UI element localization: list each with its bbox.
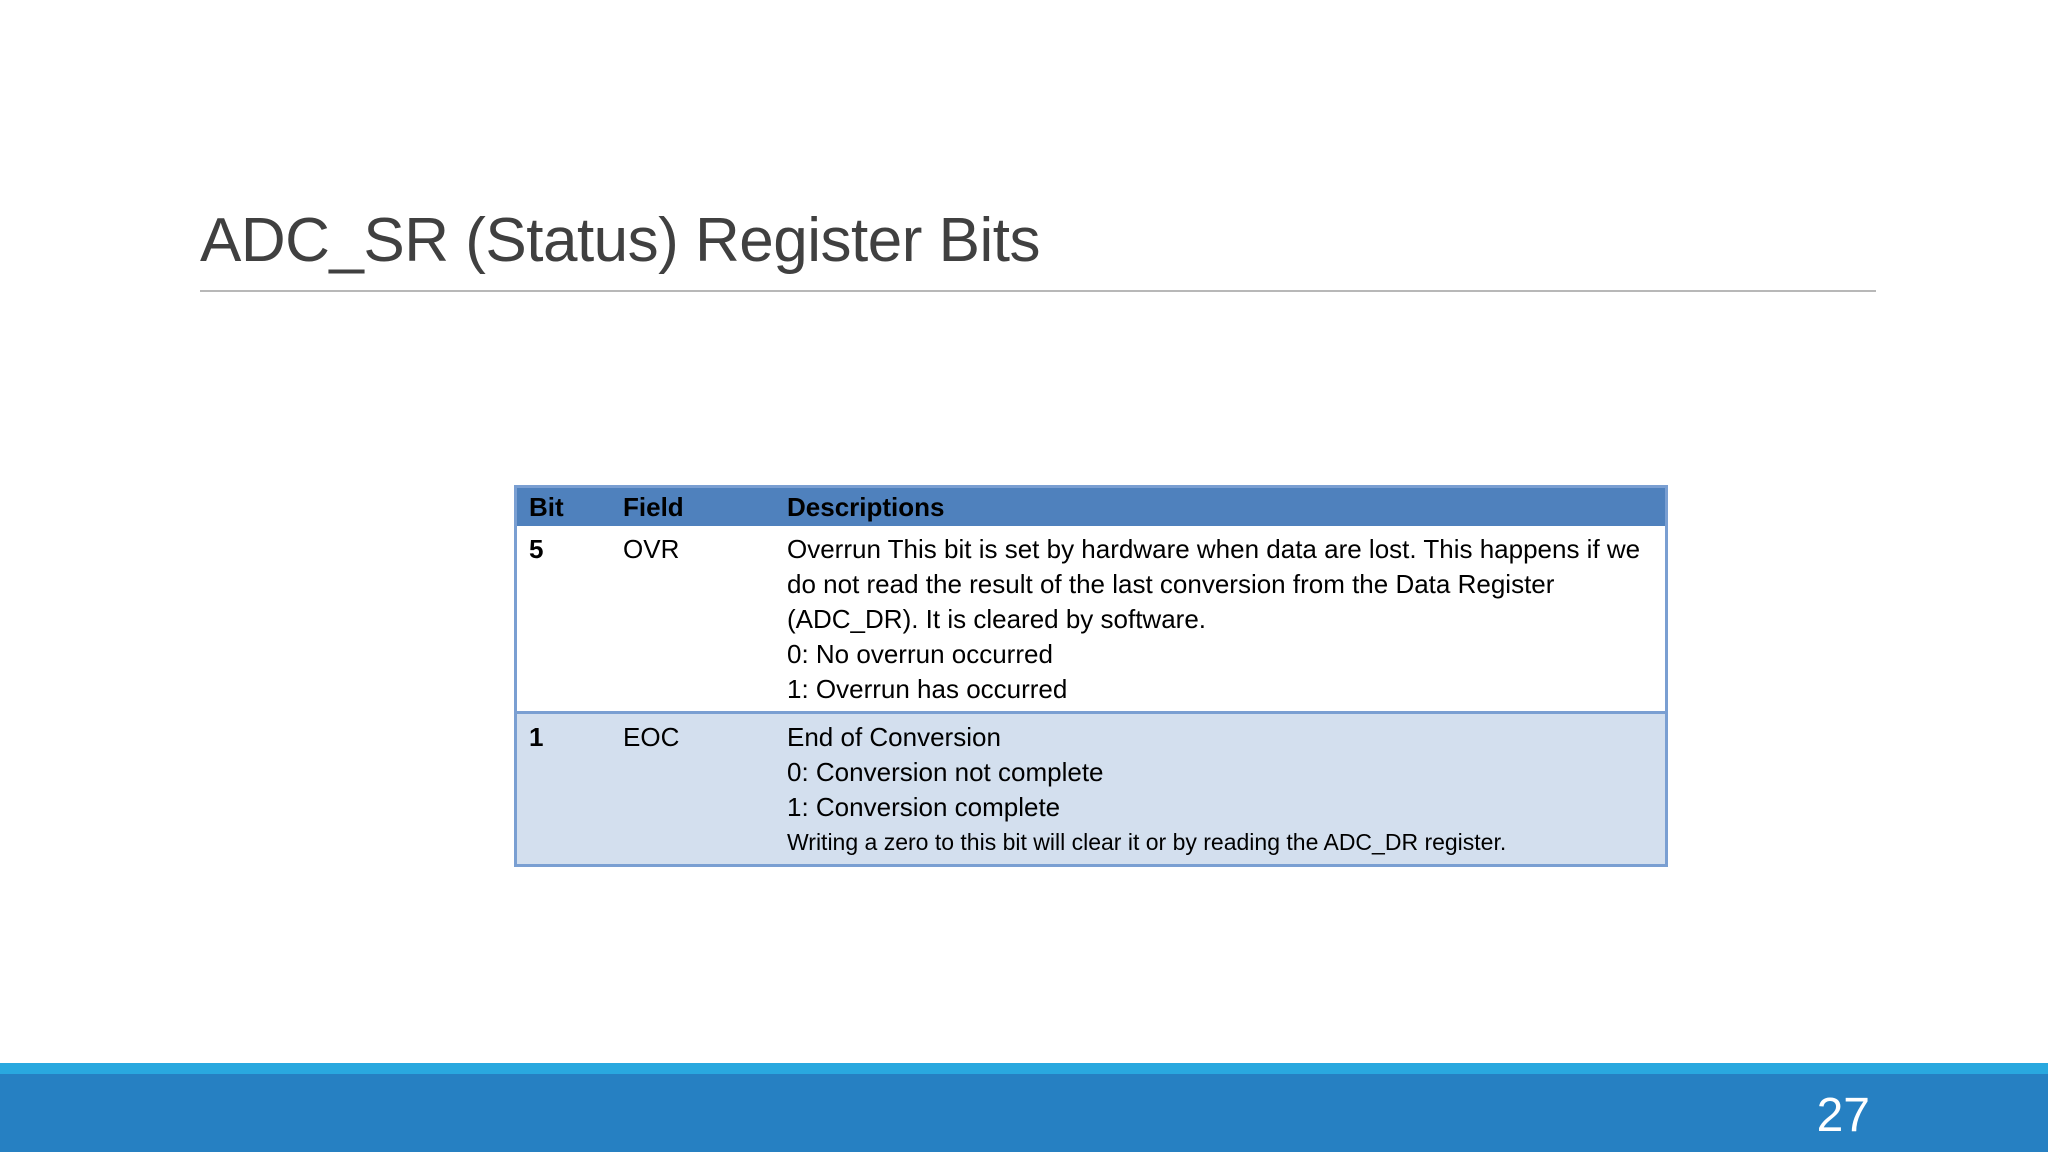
description-line: do not read the result of the last conversion from the Data Register [787, 569, 1555, 599]
description-line: Writing a zero to this bit will clear it or by reading the ADC_DR register. [787, 829, 1507, 855]
register-bits-table [514, 485, 1668, 867]
description-line: End of Conversion [787, 722, 1001, 752]
field-cell: EOC [611, 713, 775, 866]
header-bit: Bit [516, 487, 612, 527]
description-cell [775, 713, 1667, 866]
bit-cell: 1 [516, 713, 612, 866]
table-header-row [516, 487, 1667, 527]
bit-cell: 5 [516, 526, 612, 713]
table-row [516, 526, 1667, 713]
description-cell [775, 526, 1667, 713]
title-divider [200, 290, 1876, 292]
description-line: 1: Conversion complete [787, 792, 1061, 822]
page-number: 27 [1816, 1089, 1870, 1142]
description-line: 0: Conversion not complete [787, 757, 1104, 787]
table-row [516, 713, 1667, 866]
header-field: Field [611, 487, 775, 527]
footer-bar [0, 1074, 2048, 1152]
header-descriptions: Descriptions [775, 487, 1667, 527]
field-cell: OVR [611, 526, 775, 713]
description-line: 1: Overrun has occurred [787, 674, 1068, 704]
footer-accent-stripe [0, 1063, 2048, 1074]
description-line: Overrun This bit is set by hardware when data are lost. This happens if we [787, 534, 1641, 564]
slide-title: ADC_SR (Status) Register Bits [200, 206, 1040, 275]
description-line: 0: No overrun occurred [787, 639, 1053, 669]
description-line: (ADC_DR). It is cleared by software. [787, 604, 1207, 634]
